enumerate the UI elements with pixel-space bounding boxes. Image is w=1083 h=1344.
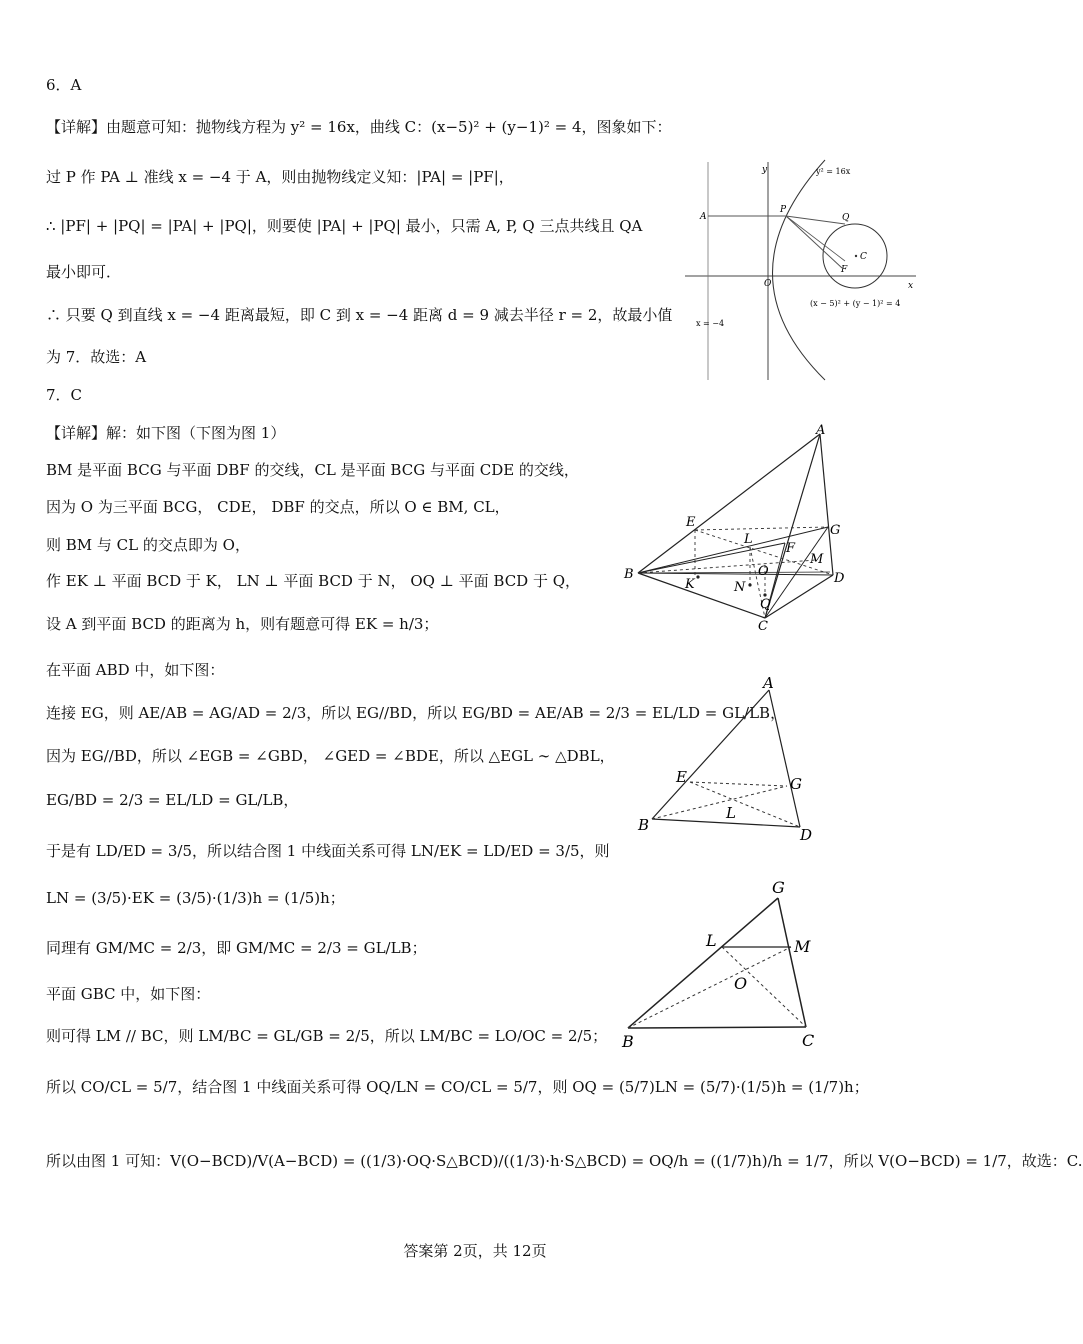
fig2-label-g: G: [790, 775, 802, 793]
point-f-label: F: [841, 265, 848, 275]
q6-line-4: 最小即可．: [46, 263, 122, 281]
q7-line-13: 同理有 GM/MC = 2/3，即 GM/MC = 2/3 = GL/LB；: [46, 939, 427, 957]
x-axis-label: x: [908, 281, 914, 291]
triangle-abd-figure: [630, 672, 830, 847]
q7-line-7: 在平面 ABD 中，如下图：: [46, 661, 225, 679]
q7-line-10: EG/BD = 2/3 = EL/LD = GL/LB，: [46, 791, 299, 809]
point-p-label: P: [780, 205, 787, 215]
fig3-label-o: O: [734, 974, 748, 993]
fig2-label-b: B: [638, 816, 650, 834]
fig1-label-k: K: [685, 577, 695, 592]
fig1-label-e: E: [686, 515, 696, 530]
q7-line-16: 所以 CO/CL = 5/7，结合图 1 中线面关系可得 OQ/LN = CO/CL = 5/7，则 OQ = (5/7)LN = (5/7)·(1/5)h = (1/7)h；: [46, 1078, 869, 1096]
q6-line-3: ∴ |PF| + |PQ| = |PA| + |PQ|，则要使 |PA| + |PQ| 最小，只需 A, P, Q 三点共线且 QA: [46, 217, 643, 235]
fig1-label-d: D: [834, 571, 845, 586]
point-c-label: C: [860, 252, 867, 262]
directrix-label: x = −4: [696, 319, 725, 328]
q7-line-6: 设 A 到平面 BCD 的距离为 h，则有题意可得 EK = h/3；: [46, 615, 439, 633]
q7-line-3: 因为 O 为三平面 BCG， CDE， DBF 的交点，所以 O ∈ BM, CL，: [46, 498, 510, 516]
circle-equation-label: (x − 5)² + (y − 1)² = 4: [810, 299, 901, 308]
q7-line-4: 则 BM 与 CL 的交点即为 O，: [46, 536, 250, 554]
fig1-label-l: L: [744, 532, 753, 547]
fig1-label-c: C: [758, 619, 768, 634]
origin-label: O: [764, 279, 772, 289]
fig2-label-e: E: [676, 768, 687, 786]
q7-line-15: 则可得 LM // BC，则 LM/BC = GL/GB = 2/5，所以 LM/BC = LO/OC = 2/5；: [46, 1027, 608, 1045]
q7-line-1: 【详解】解：如下图（下图为图 1）: [46, 424, 286, 442]
page-footer: 答案第 2页，共 12页: [403, 1242, 547, 1260]
fig1-label-m: M: [810, 552, 824, 567]
fig1-label-q: Q: [760, 597, 771, 612]
q6-heading: 6．A: [46, 76, 82, 94]
point-q-label: Q: [842, 213, 850, 223]
fig3-label-m: M: [794, 937, 811, 956]
q7-line-11: 于是有 LD/ED = 3/5，所以结合图 1 中线面关系可得 LN/EK = LD/ED = 3/5，则: [46, 842, 610, 860]
q7-line-5: 作 EK ⊥ 平面 BCD 于 K， LN ⊥ 平面 BCD 于 N， OQ ⊥ 平面 BCD 于 Q，: [46, 572, 581, 590]
q7-line-9: 因为 EG//BD，所以 ∠EGB = ∠GBD， ∠GED = ∠BDE，所以 △EGL ∼ △DBL，: [46, 747, 615, 765]
fig3-label-l: L: [706, 931, 717, 950]
q6-line-5: ∴ 只要 Q 到直线 x = −4 距离最短，即 C 到 x = −4 距离 d = 9 减去半径 r = 2，故最小值: [46, 306, 673, 324]
fig3-label-g: G: [772, 878, 785, 897]
tetrahedron-figure-1: [620, 420, 850, 635]
q7-line-12: LN = (3/5)·EK = (3/5)·(1/3)h = (1/5)h；: [46, 889, 345, 907]
fig2-label-l: L: [726, 804, 736, 822]
parabola-circle-figure: [680, 158, 920, 383]
point-a-label: A: [700, 212, 707, 222]
q7-line-17: 所以由图 1 可知：V(O−BCD)/V(A−BCD) = ((1/3)·OQ·S△BCD)/((1/3)·h·S△BCD) = OQ/h = ((1/7)h)/h = 1/7，所以 V(O−BCD) = 1/7，故选：C.: [46, 1152, 1083, 1170]
triangle-gbc-figure: [618, 876, 828, 1051]
q7-line-8: 连接 EG，则 AE/AB = AG/AD = 2/3，所以 EG//BD，所以 EG/BD = AE/AB = 2/3 = EL/LD = GL/LB，: [46, 704, 786, 722]
fig1-label-b: B: [624, 567, 634, 582]
fig1-label-n: N: [734, 580, 746, 595]
q7-line-14: 平面 GBC 中，如下图：: [46, 985, 211, 1003]
fig1-label-f: F: [786, 541, 796, 556]
y-axis-label: y: [762, 165, 768, 175]
fig1-label-g: G: [830, 523, 841, 538]
q6-line-2: 过 P 作 PA ⊥ 准线 x = −4 于 A，则由抛物线定义知：|PA| = |PF|，: [46, 168, 514, 186]
q6-line-1: 【详解】由题意可知：抛物线方程为 y² = 16x，曲线 C：(x−5)² + (y−1)² = 4，图象如下：: [46, 118, 672, 136]
fig2-label-d: D: [800, 826, 813, 844]
q7-heading: 7．C: [46, 386, 83, 404]
q6-line-6: 为 7．故选：A: [46, 348, 147, 366]
fig1-label-a: A: [816, 423, 826, 438]
fig1-label-o: O: [758, 564, 769, 579]
parabola-label: y² = 16x: [816, 167, 851, 176]
fig2-label-a: A: [763, 674, 774, 692]
fig3-label-c: C: [802, 1031, 815, 1050]
fig3-label-b: B: [622, 1032, 634, 1051]
q7-line-2: BM 是平面 BCG 与平面 DBF 的交线，CL 是平面 BCG 与平面 CDE 的交线，: [46, 461, 579, 479]
